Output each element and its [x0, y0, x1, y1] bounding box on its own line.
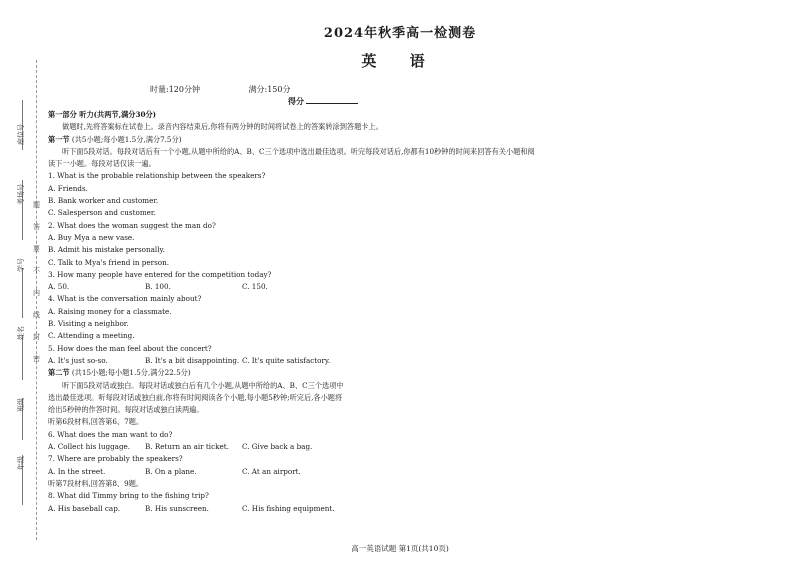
- question: 1. What is the probable relationship between the speakers?: [48, 171, 266, 181]
- binding-margin: [0, 0, 44, 566]
- question: 7. Where are probably the speakers?: [48, 454, 183, 464]
- option-row: [48, 441, 358, 453]
- seal-dashed-line: [36, 60, 37, 540]
- option-row: [48, 503, 358, 515]
- option: C. 150.: [242, 282, 268, 292]
- option: C. It's quite satisfactory.: [242, 355, 331, 365]
- option: C. Give back a bag.: [242, 442, 313, 452]
- option-row: [48, 281, 358, 293]
- material-note: 听第6段材料,回答第6、7题。: [48, 417, 144, 427]
- student-id-label: 学号: [17, 258, 25, 272]
- option: C. At an airport.: [242, 466, 301, 476]
- option-row: [48, 355, 358, 367]
- option-row: [48, 466, 358, 478]
- seal-char: 题: [33, 201, 40, 209]
- question: 2. What does the woman suggest the man do?: [48, 220, 216, 230]
- exam-meta: [150, 84, 336, 95]
- question: 6. What does the man want to do?: [48, 429, 173, 439]
- seat-number-label: 座位号: [17, 124, 25, 145]
- option: A. Friends.: [48, 183, 88, 193]
- option: C. Salesperson and customer.: [48, 208, 156, 218]
- score-label: 得分: [288, 96, 304, 106]
- exam-room-label: 考场号: [17, 184, 25, 205]
- option: A. His baseball cap.: [48, 503, 121, 513]
- student-id-blank: [22, 268, 23, 318]
- section-heading: 第一节: [48, 134, 70, 144]
- seal-char: 答: [33, 223, 40, 231]
- section-note: (共5小题;每小题1.5分,满分7.5分): [71, 134, 182, 144]
- seal-char: 密: [33, 355, 40, 363]
- section-note: (共15小题;每小题1.5分,满分22.5分): [71, 368, 191, 378]
- question: 5. How does the man feel about the concert?: [48, 343, 212, 353]
- option: A. Raising money for a classmate.: [48, 306, 172, 316]
- option: B. Admit his mistake personally.: [48, 245, 165, 255]
- section-heading: 第二节: [48, 368, 70, 378]
- score-blank[interactable]: [306, 103, 358, 104]
- section-instructions: 听下面5段对话或独白。每段对话或独白后有几个小题,从题中所给的A、B、C三个选项中选出最佳选项。听每段对话或独白前,你将有时间阅读各个小题,每小题5秒钟;听完后,各小题将给出5秒钟的作答时间。每段对话或独白读两遍。: [48, 380, 344, 415]
- option: A. Buy Mya a new vase.: [48, 232, 135, 242]
- seal-char: 内: [33, 289, 40, 297]
- question: 4. What is the conversation mainly about?: [48, 294, 202, 304]
- question: 8. What did Timmy bring to the fishing trip?: [48, 491, 209, 501]
- question: 3. How many people have entered for the competition today?: [48, 269, 272, 279]
- page-footer: 高一英语试题 第1页(共10页): [351, 544, 449, 553]
- option: A. In the street.: [48, 466, 106, 476]
- part-heading: 第一部分 听力(共两节,满分30分): [48, 110, 157, 119]
- option: B. Return an air ticket.: [145, 442, 229, 452]
- subject-title: 英 语: [361, 52, 439, 70]
- seal-char: 不: [33, 267, 40, 275]
- option: A. It's just so-so.: [48, 355, 108, 365]
- grade-label: 年级: [17, 456, 25, 470]
- seal-char: 线: [33, 311, 40, 319]
- seal-char: 要: [33, 245, 40, 253]
- full-score: 满分:150分: [248, 85, 291, 94]
- class-label: 班级: [17, 398, 25, 412]
- material-note: 听第7段材料,回答第8、9题。: [48, 478, 144, 488]
- option: B. His sunscreen.: [145, 503, 209, 513]
- option: B. 100.: [145, 282, 171, 292]
- option: C. Talk to Mya's friend in person.: [48, 257, 170, 267]
- option: B. Bank worker and customer.: [48, 196, 159, 206]
- option: B. Visiting a neighbor.: [48, 319, 129, 329]
- exam-title: 2024年秋季高一检测卷: [323, 26, 477, 41]
- option: C. Attending a meeting.: [48, 331, 135, 341]
- option: B. It's a bit disappointing.: [145, 355, 240, 365]
- exam-content: [48, 109, 535, 515]
- option: C. His fishing equipment.: [242, 503, 335, 513]
- option: A. 50.: [48, 282, 70, 292]
- name-blank: [22, 335, 23, 380]
- name-label: 姓名: [17, 326, 25, 340]
- seal-char: 封: [33, 333, 40, 341]
- option: A. Collect his luggage.: [48, 442, 131, 452]
- option: B. On a plane.: [145, 466, 197, 476]
- section-instructions: 听下面5段对话。每段对话后有一个小题,从题中所给的A、B、C三个选项中选出最佳选项。听完每段对话后,你都有10秒钟的时间来回答有关小题和阅读下一小题。每段对话仅读一遍。: [48, 146, 535, 169]
- score-field: [288, 96, 358, 107]
- part-intro: 做题时,先将答案标在试卷上。录音内容结束后,你将有两分钟的时间将试卷上的答案转涂到答题卡上。: [62, 122, 383, 132]
- time-limit: 时量:120分钟: [150, 85, 200, 94]
